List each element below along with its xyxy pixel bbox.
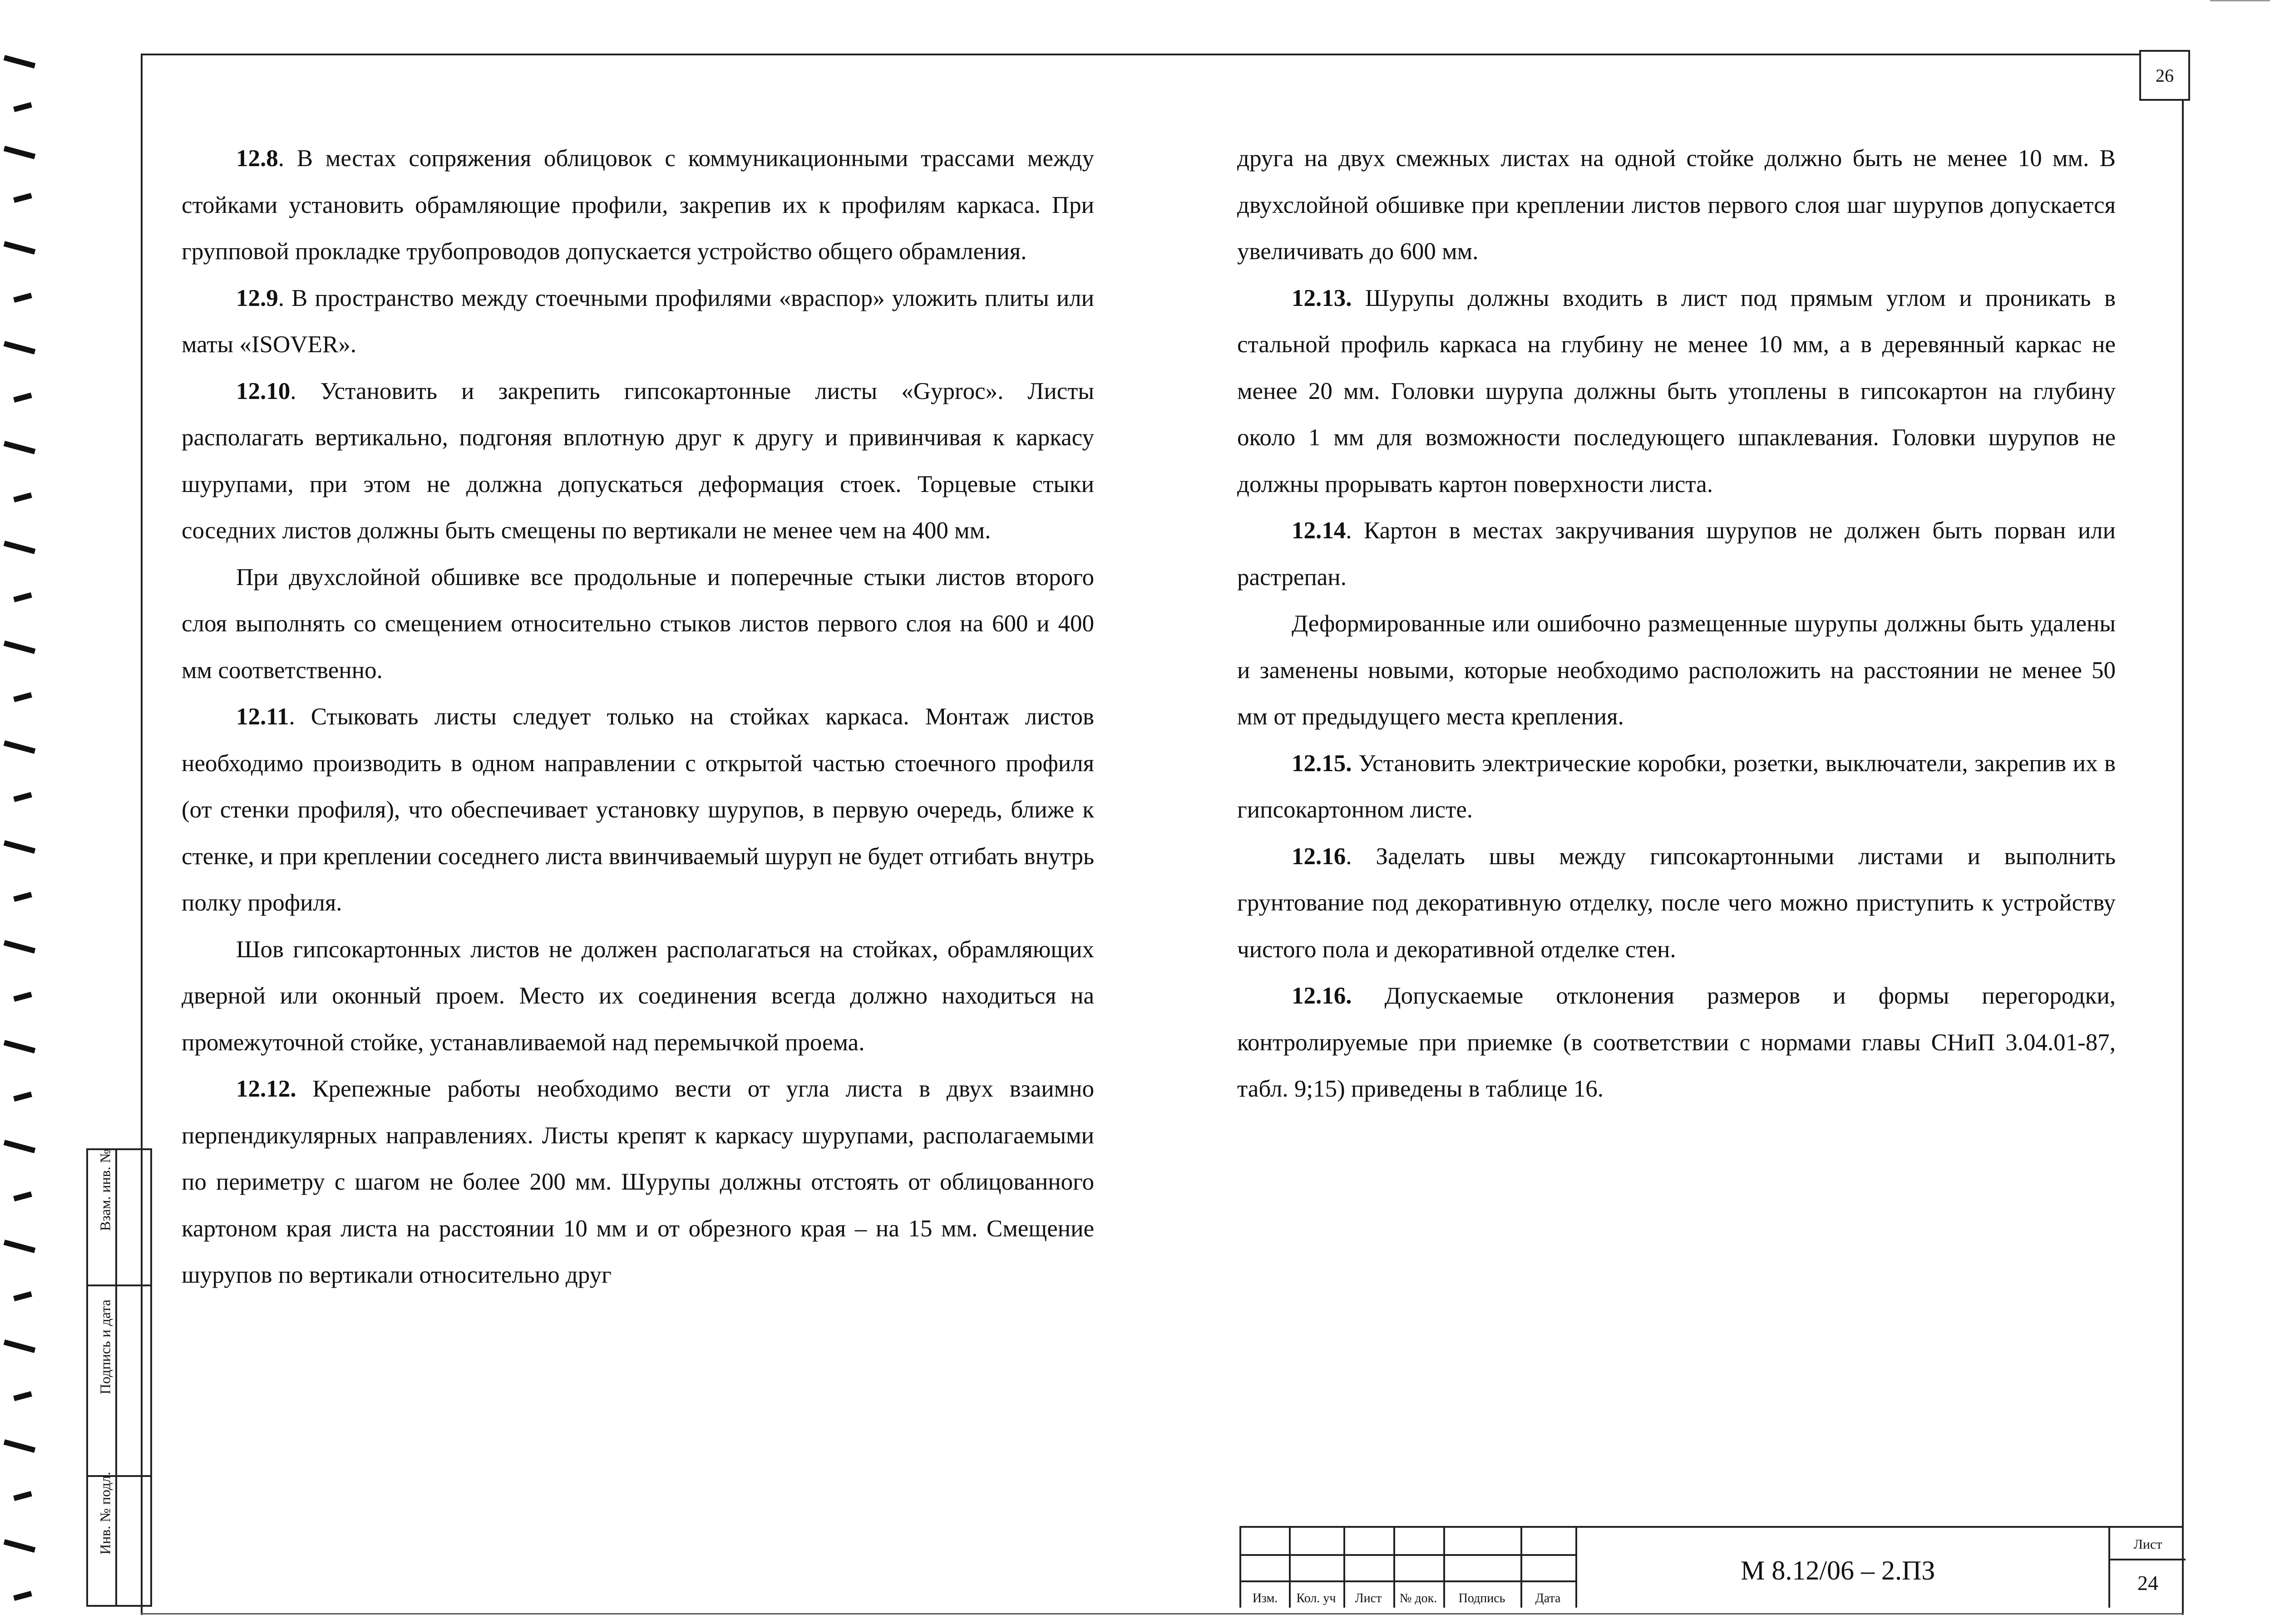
binding-mark [4, 341, 36, 354]
col-label-signature: Подпись [1458, 1591, 1505, 1605]
binding-mark [13, 102, 32, 112]
paragraph-text: друга на двух смежных листах на одной стойке должно быть не менее 10 мм. В двухслойной обшивке при креплении листов первого слоя шаг шурупов допускается увеличивать до 600 мм. [1237, 145, 2116, 265]
sheet-box-divider [2110, 1559, 2186, 1560]
paragraph [1237, 275, 2116, 508]
binding-mark [13, 1391, 32, 1401]
binding-mark [13, 692, 32, 702]
clause-number: 12.15. [1292, 750, 1352, 777]
binding-mark [13, 193, 32, 203]
clause-number: 12.16 [1292, 843, 1346, 870]
paragraph [1237, 740, 2116, 833]
paragraph-text: Шов гипсокартонных листов не должен располагаться на стойках, обрамляющих дверной или оконный проем. Место их соединения всегда должно находиться на промежуточной стойке, устанавливаемой над перемычкой проема. [182, 936, 1094, 1056]
binding-mark [4, 541, 36, 554]
paragraph-text: . В пространство между стоечными профилями «враспор» уложить плиты или маты «ISOVER». [182, 285, 1094, 358]
clause-number: 12.12. [236, 1076, 296, 1102]
binding-mark [13, 1291, 32, 1301]
paragraph-text: Допускаемые отклонения размеров и формы перегородки, контролируемые при приемке (в соответствии с нормами главы СНиП 3.04.01-87, табл. 9;15) приведены в таблице 16. [1237, 983, 2116, 1102]
page-number: 26 [2139, 50, 2190, 101]
binding-mark [4, 1339, 36, 1353]
binding-mark [4, 1040, 36, 1053]
sheet-label: Лист [2133, 1537, 2162, 1552]
paragraph [182, 135, 1094, 275]
paragraph-text: . Установить и закрепить гипсокартонные листы «Gyproc». Листы располагать вертикально, подгоняя вплотную друг к другу и привинчивая к каркасу шурупами, при этом не должна допускаться деформация стоек. Торцевые стыки соседних листов должны быть смещены по вертикали не менее чем на 400 мм. [182, 378, 1094, 544]
paragraph [1237, 600, 2116, 740]
paragraph-text: . Картон в местах закручивания шурупов не должен быть порван или растрепан. [1237, 517, 2116, 591]
paragraph-text: При двухслойной обшивке все продольные и поперечные стыки листов второго слоя выполнять со смещением относительно стыков листов первого слоя на 600 и 400 мм соответственно. [182, 564, 1094, 684]
binding-mark [13, 592, 32, 602]
binding-mark [4, 55, 36, 69]
col-label-sheet: Лист [1355, 1591, 1382, 1605]
paragraph-text: Крепежные работы необходимо вести от угла листа в двух взаимно перпендикулярных направлениях. Листы крепят к каркасу шурупами, располагаемыми по периметру с шагом не более 200 мм. Шурупы должны отстоять от облицованного картоном края листа на расстоянии 10 мм и от обрезного края – на 15 мм. Смещение шурупов по вертикали относительно друг [182, 1076, 1094, 1288]
sheet-number: 24 [2137, 1571, 2158, 1594]
binding-mark [4, 441, 36, 454]
stamp-label-original: Инв. № подл. [97, 1471, 114, 1555]
binding-mark [13, 1491, 32, 1501]
binding-mark [13, 992, 32, 1002]
left-text-column [182, 135, 1094, 1299]
paragraph-text: Шурупы должны входить в лист под прямым углом и проникать в стальной профиль каркаса на глубину не менее 10 мм, а в деревянный каркас не менее 20 мм. Головки шурупа должны быть утоплены в гипсокартон на глубину около 1 мм для возможности последующего шпаклевания. Головки шурупов не должны прорывать картон поверхности листа. [1237, 285, 2116, 497]
clause-number: 12.13. [1292, 285, 1352, 311]
paragraph-text: Деформированные или ошибочно размещенные шурупы должны быть удалены и заменены новыми, которые необходимо расположить на расстоянии не менее 50 мм от предыдущего места крепления. [1237, 610, 2116, 730]
paragraph [1237, 833, 2116, 973]
paragraph [182, 694, 1094, 926]
grid-col-line [1575, 1528, 1577, 1608]
stamp-cell-replacement [88, 1150, 150, 1286]
document-code: М 8.12/06 – 2.ПЗ [1741, 1555, 1935, 1585]
binding-mark [4, 740, 36, 754]
binding-mark [4, 840, 36, 854]
col-label-count: Кол. уч [1296, 1591, 1336, 1605]
paragraph [182, 926, 1094, 1066]
stamp-cell-signature [88, 1286, 150, 1477]
right-text-column [1237, 135, 2116, 1112]
sheet-box [2108, 1528, 2186, 1608]
binding-mark [13, 1092, 32, 1102]
binding-mark [4, 1439, 36, 1453]
title-block [1239, 1526, 2184, 1608]
col-label-date: Дата [1535, 1591, 1561, 1605]
paragraph-text: . В местах сопряжения облицовок с коммуникационными трассами между стойками установить обрамляющие профили, закрепив их к профилям каркаса. При групповой прокладке трубопроводов допускается устройство общего обрамления. [182, 145, 1094, 265]
paragraph [1237, 135, 2116, 275]
paragraph [1237, 507, 2116, 600]
binding-mark [4, 1539, 36, 1553]
binding-mark [4, 1240, 36, 1253]
paragraph-text: Установить электрические коробки, розетки, выключатели, закрепив их в гипсокартонном листе. [1237, 750, 2116, 823]
clause-number: 12.9 [236, 285, 278, 311]
stamp-cell-original [88, 1471, 150, 1605]
paragraph [1237, 973, 2116, 1112]
paragraph-text: . Заделать швы между гипсокартонными листами и выполнить грунтование под декоративную отделку, после чего можно приступить к устройству чистого пола и декоративной отделке стен. [1237, 843, 2116, 963]
binding-mark [4, 146, 36, 159]
revision-grid [1241, 1528, 1577, 1608]
paragraph [182, 368, 1094, 554]
paragraph-text: . Стыковать листы следует только на стойках каркаса. Монтаж листов необходимо производить в одном направлении с открытой частью стоечного профиля (от стенки профиля), что обеспечивает установку шурупов, в первую очередь, ближе к стенке, и при креплении соседнего листа ввинчиваемый шуруп не будет отгибать внутрь полку профиля. [182, 704, 1094, 916]
clause-number: 12.10 [236, 378, 291, 404]
clause-number: 12.16. [1292, 983, 1352, 1009]
col-label-change: Изм. [1252, 1591, 1278, 1605]
binding-mark [13, 792, 32, 802]
paragraph [182, 275, 1094, 368]
grid-row-line [1241, 1554, 1577, 1556]
paragraph [182, 1066, 1094, 1299]
binding-mark [13, 492, 32, 502]
stamp-label-replacement: Взам. инв. № [97, 1149, 114, 1231]
stamp-label-signature: Подпись и дата [97, 1299, 114, 1394]
binding-mark [4, 640, 36, 654]
frame-bottom-line [141, 1613, 2184, 1614]
binding-mark [13, 892, 32, 902]
side-stamp [86, 1148, 152, 1607]
binding-mark [13, 393, 32, 403]
binding-mark [4, 940, 36, 954]
paragraph [182, 554, 1094, 694]
clause-number: 12.8 [236, 145, 278, 172]
col-label-doc-number: № док. [1399, 1591, 1437, 1605]
clause-number: 12.11 [236, 704, 289, 730]
binding-mark [13, 1191, 32, 1201]
binding-mark [4, 1140, 36, 1153]
binding-mark [13, 1591, 32, 1601]
scan-corner-mark [2210, 0, 2270, 1]
binding-mark [13, 293, 32, 303]
grid-row-line [1241, 1580, 1577, 1582]
clause-number: 12.14 [1292, 517, 1346, 544]
binding-mark [4, 241, 36, 255]
